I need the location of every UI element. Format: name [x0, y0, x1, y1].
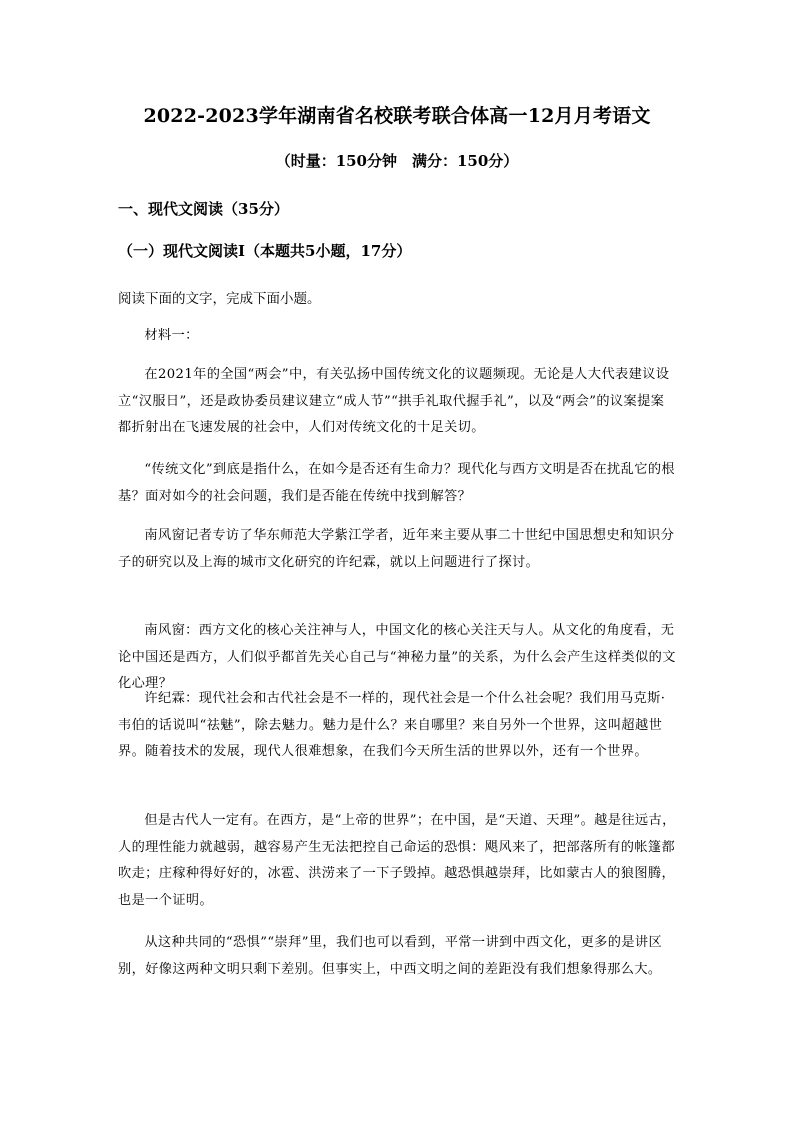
body-paragraph: 但是古代人一定有。在西方，是“上帝的世界”；在中国，是“天道、天理”。越是往远古，人的理性能力就越弱，越容易产生无法把控自己命运的恐惧：飓风来了，把部落所有的帐篷都吹走；庄稼种得好好的，冰雹、洪涝来了一下子毁掉。越恐惧越崇拜，比如蒙古人的狼图腾，也是一个证明。: [118, 813, 676, 908]
body-paragraph: 南风窗：西方文化的核心关注神与人，中国文化的核心关注天与人。从文化的角度看，无论中国还是西方，人们似乎都首先关心自己与“神秘力量”的关系，为什么会产生这样类似的文化心理？: [118, 623, 676, 691]
subsection-heading: （一）现代文阅读Ⅰ（本题共5小题，17分）: [118, 242, 412, 260]
body-paragraph: 在2021年的全国“两会”中，有关弘扬中国传统文化的议题频现。无论是人大代表建议设立“汉服日”，还是政协委员建议建立“成人节”“拱手礼取代握手礼”，以及“两会”的议案提案都折射出在飞速发展的社会中，人们对传统文化的十足关切。: [118, 367, 670, 435]
exam-subtitle: （时量：150分钟 满分：150分）: [275, 152, 519, 170]
body-paragraph: 许纪霖：现代社会和古代社会是不一样的，现代社会是一个什么社会呢？我们用马克斯·韦伯的话说叫“祛魅”，除去魅力。魅力是什么？来自哪里？来自另外一个世界，这叫超越世界。随着技术的发展，现代人很难想象，在我们今天所生活的世界以外，还有一个世界。: [118, 691, 666, 759]
body-paragraph: 南风窗记者专访了华东师范大学紫江学者，近年来主要从事二十世纪中国思想史和知识分子的研究以及上海的城市文化研究的许纪霖，就以上问题进行了探讨。: [118, 528, 675, 570]
body-paragraph: “传统文化”到底是指什么，在如今是否还有生命力？现代化与西方文明是否在扰乱它的根基？面对如今的社会问题，我们是否能在传统中找到解答？: [118, 462, 675, 504]
exam-title: 2022-2023学年湖南省名校联考联合体高一12月月考语文: [143, 105, 651, 127]
reading-instruction: 阅读下面的文字，完成下面小题。: [118, 291, 321, 307]
body-paragraph: 从这种共同的“恐惧”“崇拜”里，我们也可以看到，平常一讲到中西文化，更多的是讲区别，好像这两种文明只剩下差别。但事实上，中西文明之间的差距没有我们想象得那么大。: [118, 935, 663, 977]
material-label: 材料一：: [144, 328, 199, 343]
section-heading: 一、现代文阅读（35分）: [118, 200, 289, 218]
